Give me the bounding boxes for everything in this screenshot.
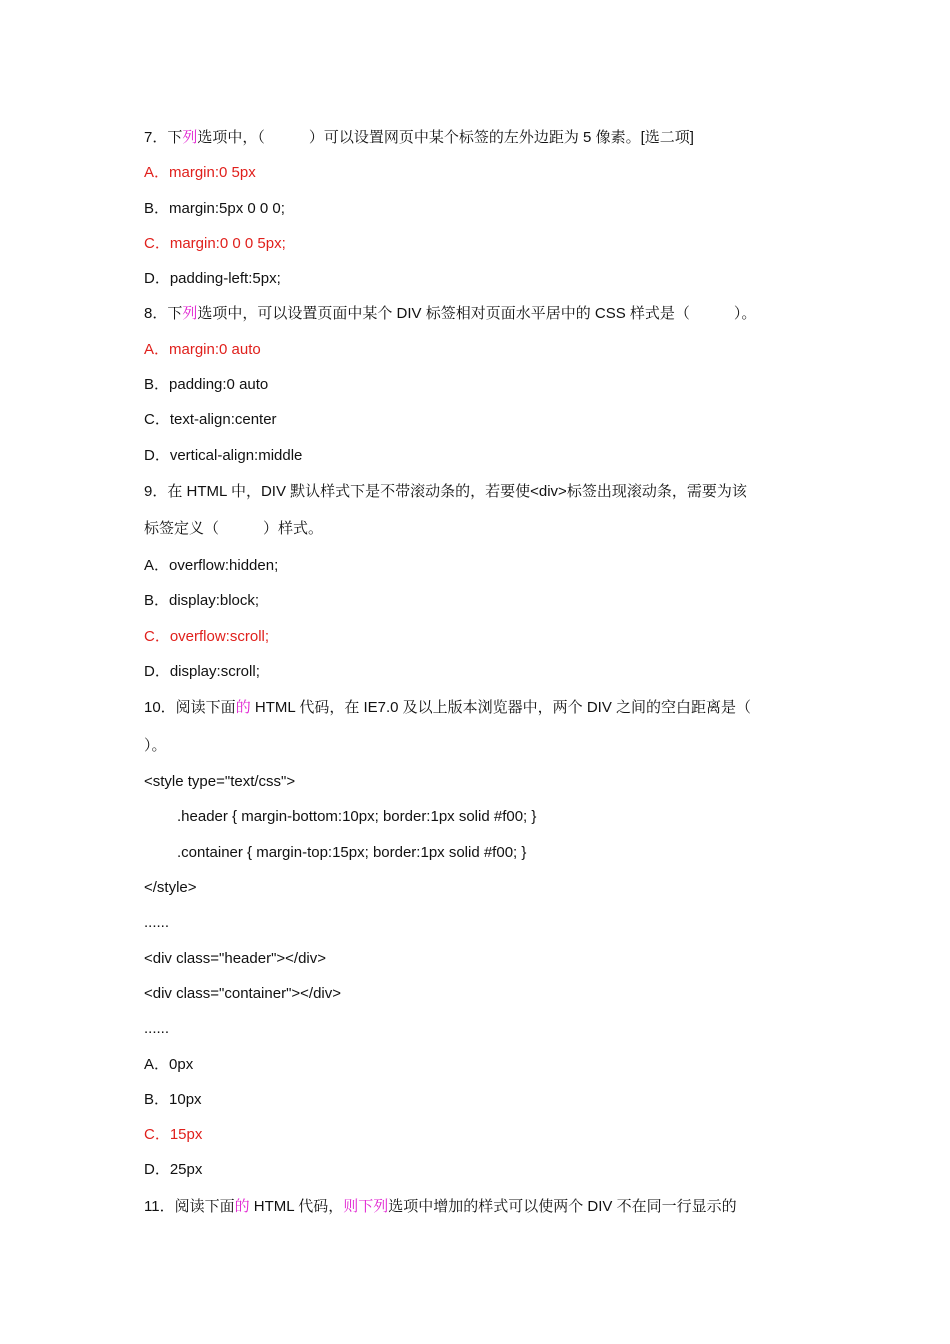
- question-7-option-b: B．margin:5px 0 0 0;: [144, 199, 285, 217]
- question-10-stem-line2: ）。: [144, 736, 167, 754]
- question-7-option-d: D．padding-left:5px;: [144, 270, 281, 288]
- code-line: </style>: [144, 879, 197, 897]
- question-10-option-a: A．0px: [144, 1055, 194, 1073]
- question-8-option-b: B．padding:0 auto: [144, 376, 269, 394]
- highlighted-text: 列: [182, 129, 198, 146]
- question-8-stem: 8．下列选项中，可以设置页面中某个 DIV 标签相对页面水平居中的 CSS 样式是（ ）。: [144, 305, 757, 323]
- question-7-option-c: C．margin:0 0 0 5px;: [144, 234, 286, 252]
- question-8-option-c: C．text-align:center: [144, 411, 277, 429]
- question-9-option-c: C．overflow:scroll;: [144, 627, 270, 645]
- code-line: .header { margin-bottom:10px; border:1px solid #f00; }: [177, 808, 537, 826]
- highlighted-text: 列: [182, 305, 198, 323]
- code-line: ......: [144, 1020, 170, 1038]
- question-9-option-b: B．display:block;: [144, 592, 260, 610]
- question-10-option-c: C．15px: [144, 1126, 203, 1144]
- question-10-stem-line1: 10．阅读下面的 HTML 代码，在 IE7.0 及以上版本浏览器中，两个 DIV 之间的空白距离是（: [144, 699, 752, 717]
- code-line: <div class="header"></div>: [144, 949, 327, 967]
- question-8-option-a: A．margin:0 auto: [144, 340, 261, 358]
- question-9-option-d: D．display:scroll;: [144, 662, 260, 680]
- question-number: 8．: [144, 305, 168, 323]
- question-10-option-d: D．25px: [144, 1161, 203, 1179]
- question-7-stem: 7．下列选项中，（ ）可以设置网页中某个标签的左外边距为 5 像素。[选二项]: [144, 129, 694, 146]
- code-line: ......: [144, 914, 170, 932]
- document-page: [144, 120, 814, 1225]
- question-7-option-a: A．margin:0 5px: [144, 164, 256, 182]
- question-9-option-a: A．overflow:hidden;: [144, 556, 279, 574]
- question-number: 7．: [144, 129, 168, 146]
- question-8-option-d: D．vertical-align:middle: [144, 446, 303, 464]
- code-line: <style type="text/css">: [144, 773, 296, 791]
- question-11-stem: 11．阅读下面的 HTML 代码，则下列选项中增加的样式可以使两个 DIV 不在同一行显示的: [144, 1197, 737, 1215]
- highlighted-text: 的: [234, 1197, 250, 1215]
- highlighted-text: 的: [235, 699, 251, 717]
- highlighted-text: 则下列: [343, 1197, 389, 1215]
- code-line: <div class="container"></div>: [144, 984, 342, 1002]
- question-10-option-b: B．10px: [144, 1090, 202, 1108]
- code-line: .container { margin-top:15px; border:1px solid #f00; }: [177, 843, 527, 861]
- question-9-stem-line1: 9．在 HTML 中，DIV 默认样式下是不带滚动条的，若要使<div>标签出现滚动条，需要为该: [144, 482, 747, 500]
- question-9-stem-line2: 标签定义（ ）样式。: [144, 520, 324, 538]
